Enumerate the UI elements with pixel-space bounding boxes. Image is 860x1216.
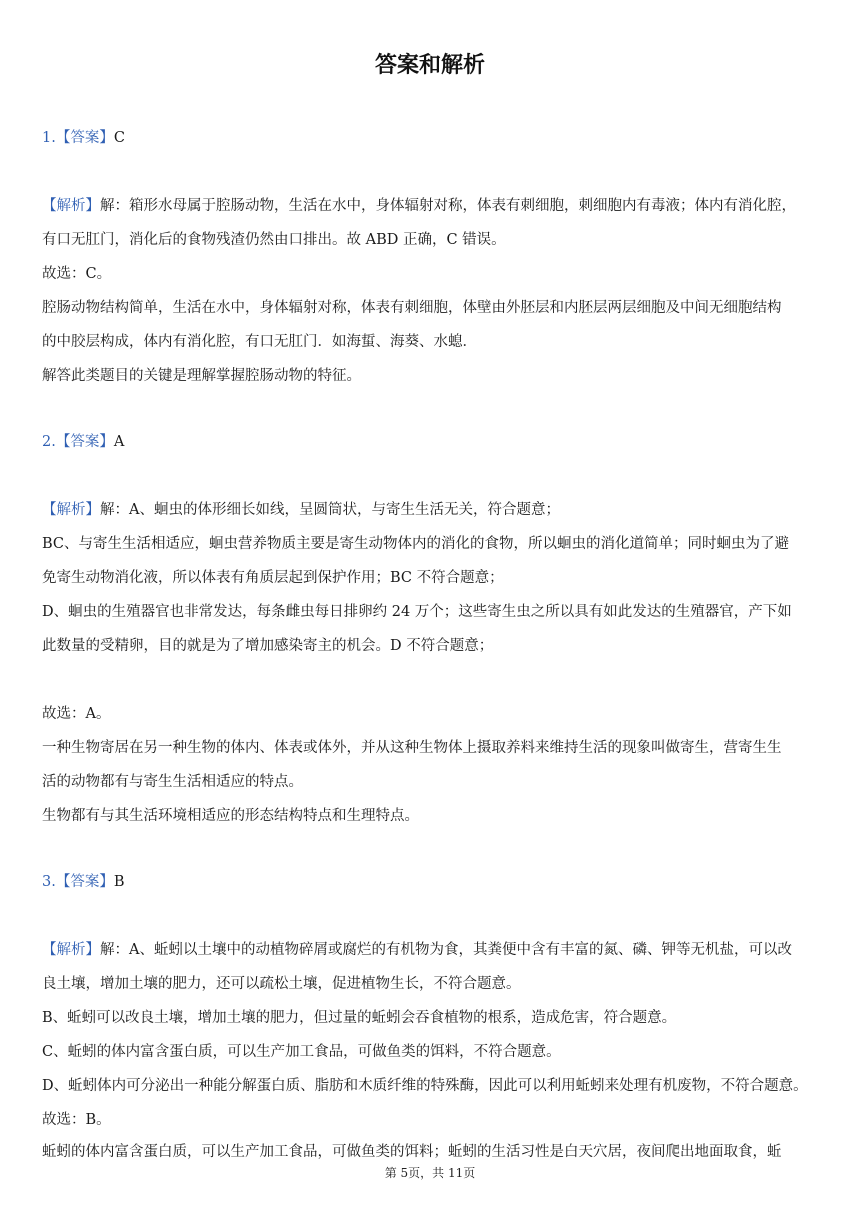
q3-analysis-line-3: B、蚯蚓可以改良土壤，增加土壤的肥力，但过量的蚯蚓会吞食植物的根系，造成危害，符合题意。 bbox=[42, 1010, 677, 1026]
q3-answer: B bbox=[113, 874, 125, 890]
q3-analysis-line-1 bbox=[42, 940, 822, 960]
q2-answer-line bbox=[42, 432, 822, 452]
q2-analysis-line-2: BC、与寄生生活相适应，蛔虫营养物质主要是寄生动物体内的消化的食物，所以蛔虫的消化道简单；同时蛔虫为了避 bbox=[42, 536, 790, 552]
q3-answer-line bbox=[42, 872, 822, 892]
q1-answer-tag: 【答案】 bbox=[55, 130, 114, 146]
q2-analysis-line-1 bbox=[42, 500, 822, 520]
q3-choice: 故选：B。 bbox=[42, 1112, 111, 1128]
q3-analysis-line-2: 良土壤，增加土壤的肥力，还可以疏松土壤，促进植物生长，不符合题意。 bbox=[42, 976, 521, 992]
q3-analysis-tag: 【解析】 bbox=[42, 942, 100, 958]
q3-analysis-line-5: D、蚯蚓体内可分泌出一种能分解蛋白质、脂肪和木质纤维的特殊酶，因此可以利用蚯蚓来处理有机废物，不符合题意。 bbox=[42, 1078, 808, 1094]
q2-analysis-line-4: D、蛔虫的生殖器官也非常发达，每条雌虫每日排卵约 24 万个；这些寄生虫之所以具有如此发达的生殖器官，产下如 bbox=[42, 604, 792, 620]
q2-analysis-line-3: 免寄生动物消化液，所以体表有角质层起到保护作用；BC 不符合题意； bbox=[42, 570, 504, 586]
q1-number: 1. bbox=[42, 130, 56, 146]
q3-analysis-text-1: 解：A、蚯蚓以土壤中的动植物碎屑或腐烂的有机物为食，其粪便中含有丰富的氮、磷、钾等无机盐，可以改 bbox=[100, 942, 792, 958]
q1-analysis-line-2: 有口无肛门，消化后的食物残渣仍然由口排出。故 ABD 正确，C 错误。 bbox=[42, 232, 506, 248]
q2-note-line-2: 活的动物都有与寄生生活相适应的特点。 bbox=[42, 774, 303, 790]
q1-note-line-2: 的中胶层构成，体内有消化腔，有口无肛门．如海蜇、海葵、水螅． bbox=[42, 334, 477, 350]
q2-choice: 故选：A。 bbox=[42, 706, 111, 722]
page-title: 答案和解析 bbox=[374, 53, 485, 78]
q1-answer: C bbox=[113, 130, 125, 146]
q1-analysis-line-1 bbox=[42, 196, 822, 216]
q2-answer: A bbox=[113, 434, 125, 450]
q1-choice: 故选：C。 bbox=[42, 266, 112, 282]
q2-note-line-1: 一种生物寄居在另一种生物的体内、体表或体外，并从这种生物体上摄取养料来维持生活的现象叫做寄生，营寄生生 bbox=[42, 740, 782, 756]
q2-analysis-line-5: 此数量的受精卵，目的就是为了增加感染寄主的机会。D 不符合题意； bbox=[42, 638, 494, 654]
q3-answer-tag: 【答案】 bbox=[55, 874, 114, 890]
q1-analysis-text-1: 解：箱形水母属于腔肠动物，生活在水中，身体辐射对称，体表有刺细胞，刺细胞内有毒液；体内有消化腔， bbox=[100, 198, 796, 214]
q3-analysis-line-4: C、蚯蚓的体内富含蛋白质，可以生产加工食品，可做鱼类的饵料，不符合题意。 bbox=[42, 1044, 561, 1060]
q3-number: 3. bbox=[42, 874, 56, 890]
q2-analysis-text-1: 解：A、蛔虫的体形细长如线，呈圆筒状，与寄生生活无关，符合题意； bbox=[100, 502, 560, 518]
page-footer: 第 5页，共 11页 bbox=[384, 1166, 476, 1180]
q1-note-line-1: 腔肠动物结构简单，生活在水中，身体辐射对称，体表有刺细胞，体壁由外胚层和内胚层两层细胞及中间无细胞结构 bbox=[42, 300, 782, 316]
q1-key-point: 解答此类题目的关键是理解掌握腔肠动物的特征。 bbox=[42, 368, 361, 384]
q1-analysis-tag: 【解析】 bbox=[42, 198, 100, 214]
q2-key-point: 生物都有与其生活环境相适应的形态结构特点和生理特点。 bbox=[42, 808, 419, 824]
q2-answer-tag: 【答案】 bbox=[55, 434, 114, 450]
q1-answer-line bbox=[42, 128, 822, 148]
q3-note-line-1: 蚯蚓的体内富含蛋白质，可以生产加工食品，可做鱼类的饵料；蚯蚓的生活习性是白天穴居，夜间爬出地面取食，蚯 bbox=[42, 1144, 782, 1160]
q2-analysis-tag: 【解析】 bbox=[42, 502, 100, 518]
q2-number: 2. bbox=[42, 434, 56, 450]
